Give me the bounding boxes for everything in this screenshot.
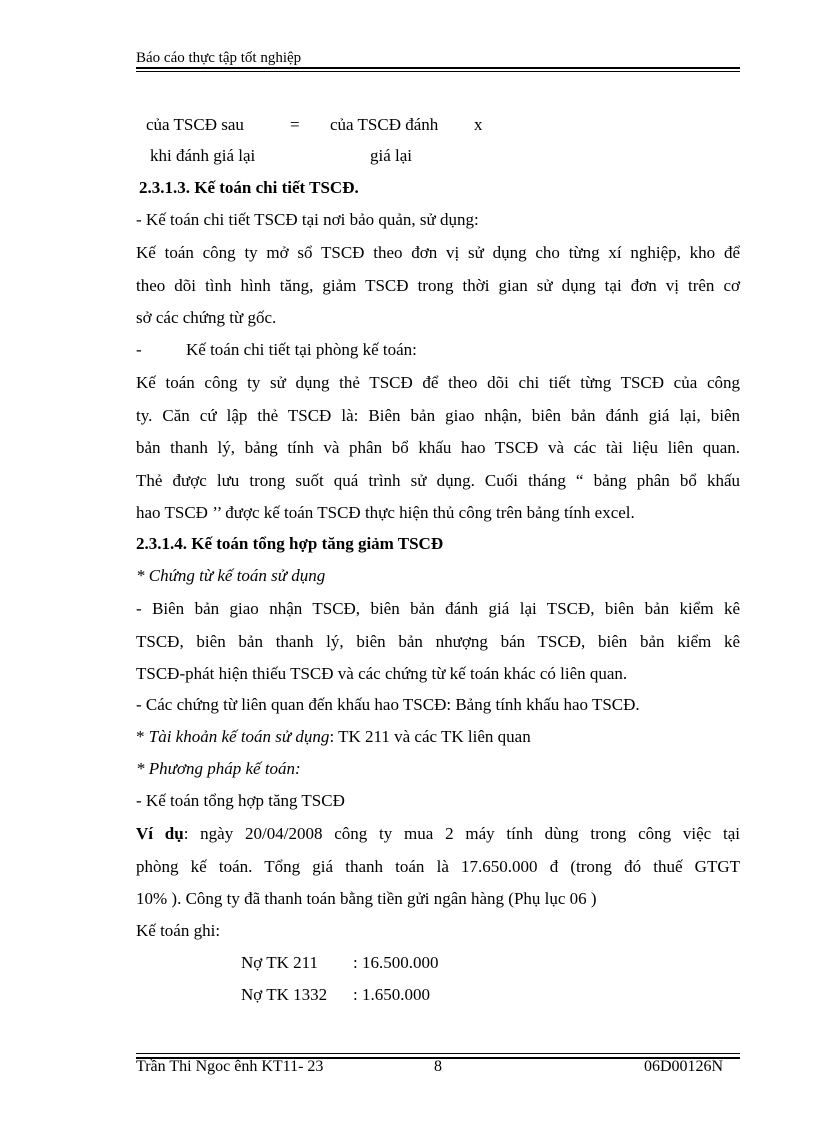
paragraph-4-line: hao TSCĐ ’’ được kế toán TSCĐ thực hiện thủ công trên bảng tính excel. [136, 503, 635, 522]
footer-page-number: 8 [434, 1058, 442, 1075]
taikhoan-label: Tài khoản kế toán sử dụng [148, 727, 330, 746]
page-header-title: Báo cáo thực tập tốt nghiệp [136, 50, 302, 66]
taikhoan-prefix: * [136, 727, 149, 746]
example-paragraph [136, 818, 740, 916]
paragraph-4-line: Kế toán công ty sử dụng thẻ TSCĐ để theo dõi chi tiết từng TSCĐ của công [136, 373, 740, 392]
example-line-text: : ngày 20/04/2008 công ty mua 2 máy tính dùng trong công việc tại [183, 824, 740, 843]
phuongphap-label: * Phương pháp kế toán: [136, 759, 301, 778]
formula-equals: = [290, 115, 300, 134]
paragraph-4-line: ty. Căn cứ lập thẻ TSCĐ là: Biên bản giao nhận, biên bản đánh giá lại, biên [136, 405, 740, 425]
formula-multiply: x [474, 115, 483, 134]
footer-code: 06D00126N [644, 1058, 724, 1075]
paragraph-2-line: Kế toán công ty mở sổ TSCĐ theo đơn vị sử dụng cho từng xí nghiệp, kho để [136, 243, 740, 262]
paragraph-2 [136, 237, 740, 335]
entry-amount: : 16.500.000 [353, 953, 439, 972]
header-rule-thin [136, 71, 740, 72]
paragraph-3: Kế toán chi tiết tại phòng kế toán: [186, 340, 417, 359]
taikhoan-line [136, 727, 531, 747]
example-label: Ví dụ [136, 824, 184, 843]
entry-account: Nợ TK 1332 [241, 985, 328, 1004]
paragraph-4-line: bản thanh lý, bảng tính và phân bổ khấu hao TSCĐ và các tài liệu liên quan. [136, 438, 740, 457]
paragraph-7: - Kế toán tổng hợp tăng TSCĐ [136, 791, 345, 810]
paragraph-2-line: sở các chứng từ gốc. [136, 308, 277, 327]
paragraph-5-line: TSCĐ-phát hiện thiếu TSCĐ và các chứng từ kế toán khác có liên quan. [136, 664, 628, 683]
chungtu-label: * Chứng từ kế toán sử dụng [136, 566, 326, 585]
example-line [136, 818, 740, 851]
paragraph-6: - Các chứng từ liên quan đến khấu hao TSCĐ: Bảng tính khấu hao TSCĐ. [136, 695, 640, 714]
section-heading-2313: 2.3.1.3. Kế toán chi tiết TSCĐ. [139, 178, 359, 197]
paragraph-5-line: TSCĐ, biên bản thanh lý, biên bản nhượng bán TSCĐ, biên bản kiểm kê [136, 631, 740, 651]
footer-author: Trần Thi Ngoc ênh KT11- 23 [136, 1058, 324, 1075]
example-line: phòng kế toán. Tổng giá thanh toán là 17.650.000 đ (trong đó thuế GTGT [136, 856, 740, 876]
formula-row2-left: khi đánh giá lại [150, 146, 256, 165]
entry-amount: : 1.650.000 [353, 985, 430, 1004]
section-heading-2314: 2.3.1.4. Kế toán tổng hợp tăng giảm TSCĐ [136, 534, 444, 553]
formula-row1-left: của TSCĐ sau [146, 115, 244, 134]
entry-account: Nợ TK 211 [241, 953, 318, 972]
paragraph-4-line: Thẻ được lưu trong suốt quá trình sử dụng. Cuối tháng “ bảng phân bổ khấu [136, 470, 740, 490]
paragraph-5 [136, 593, 740, 691]
example-line: 10% ). Công ty đã thanh toán bằng tiền gửi ngân hàng (Phụ lục 06 ) [136, 889, 597, 908]
paragraph-3-dash: - [136, 340, 142, 359]
paragraph-1: - Kế toán chi tiết TSCĐ tại nơi bảo quản, sử dụng: [136, 210, 479, 229]
paragraph-2-line: theo dõi tình hình tăng, giảm TSCĐ trong thời gian sử dụng tại đơn vị trên cơ [136, 275, 740, 295]
header-rule-thick [136, 67, 740, 69]
formula-row1-mid: của TSCĐ đánh [330, 115, 439, 134]
paragraph-5-line: - Biên bản giao nhận TSCĐ, biên bản đánh giá lại TSCĐ, biên bản kiểm kê [136, 599, 740, 618]
ketoanghi-label: Kế toán ghi: [136, 921, 221, 940]
footer-rule-thin [136, 1053, 740, 1054]
taikhoan-rest: : TK 211 và các TK liên quan [329, 727, 531, 746]
formula-row2-mid: giá lại [370, 146, 413, 165]
paragraph-4 [136, 367, 740, 530]
